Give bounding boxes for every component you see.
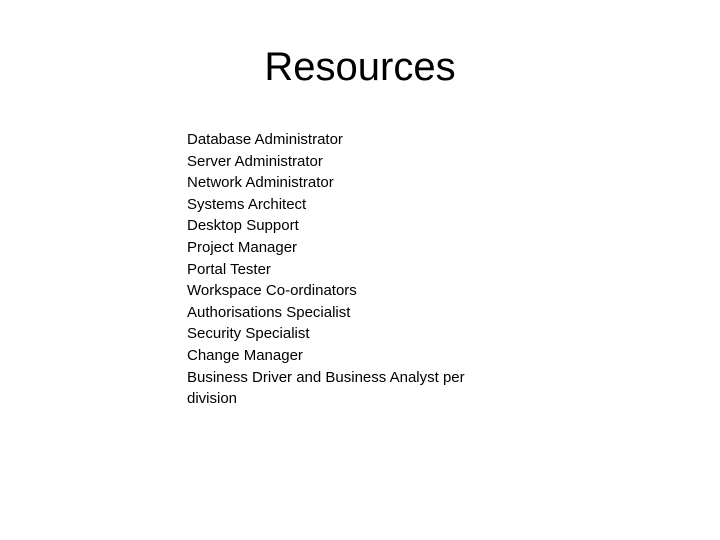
list-item: Database Administrator xyxy=(187,131,343,148)
list-item: Server Administrator xyxy=(187,152,323,170)
list-item: Project Manager xyxy=(187,238,298,256)
slide-title: Resources xyxy=(264,45,456,89)
list-item: Authorisations Specialist xyxy=(187,303,351,321)
list-item: Portal Tester xyxy=(187,260,271,278)
list-item: Security Specialist xyxy=(187,325,310,343)
list-item: Workspace Co-ordinators xyxy=(187,282,357,300)
resource-list xyxy=(187,129,497,410)
list-item: Change Manager xyxy=(187,346,303,364)
list-item: Business Driver and Business Analyst per division xyxy=(187,368,465,408)
list-item: Systems Architect xyxy=(187,195,307,213)
list-item: Desktop Support xyxy=(187,217,299,235)
list-item: Network Administrator xyxy=(187,174,334,192)
